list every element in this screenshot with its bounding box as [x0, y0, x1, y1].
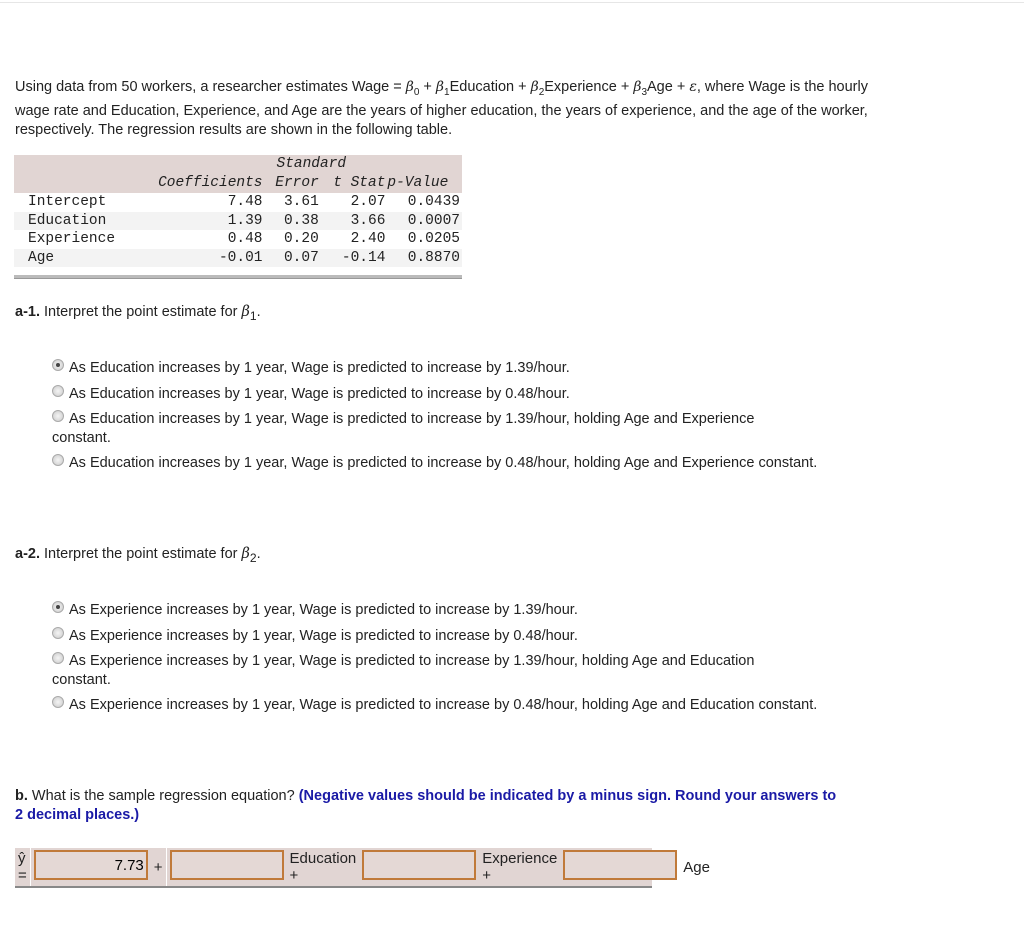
sub1: 1 — [444, 86, 450, 98]
sub: 2 — [249, 550, 257, 565]
cell: 0.07 — [265, 249, 321, 268]
option-text: As Experience increases by 1 year, Wage is predicted to increase by 1.39/hour. — [69, 602, 578, 618]
q-end: . — [256, 304, 261, 320]
option-a1-3[interactable] — [15, 410, 812, 447]
cell: -0.01 — [136, 249, 264, 268]
table-row — [14, 230, 462, 249]
plus-sign: + — [482, 867, 492, 884]
row-label: Intercept — [28, 194, 107, 210]
radio-icon[interactable] — [52, 385, 64, 397]
intro-text: Using data from 50 workers, a researcher estimates Wage = — [15, 79, 406, 95]
cell: 0.0007 — [387, 212, 462, 231]
cell: 1.39 — [136, 212, 264, 231]
term4: , where — [696, 79, 745, 95]
age-coef-input[interactable] — [563, 850, 677, 880]
radio-icon[interactable] — [52, 652, 64, 664]
age-label: Age — [680, 848, 714, 886]
cell: 0.20 — [283, 231, 319, 247]
option-a2-1[interactable] — [52, 601, 852, 620]
option-text: As Experience increases by 1 year, Wage is predicted to increase by 1.39/hour, holding Age and Education constant. — [52, 653, 755, 688]
cell: 0.0439 — [407, 194, 460, 210]
option-text: As Experience increases by 1 year, Wage is predicted to increase by 0.48/hour. — [69, 627, 578, 644]
cell: 0.48 — [227, 231, 263, 247]
option-text: As Education increases by 1 year, Wage is predicted to increase by 1.39/hour, holding Age and Experience constant. — [52, 411, 755, 446]
header-error: Error — [265, 174, 321, 193]
radio-icon[interactable] — [52, 454, 64, 466]
rounding-note: (Negative values should be indicated by a minus sign. Round your answers to 2 decimal places.) — [15, 788, 837, 823]
cell: 2.40 — [350, 231, 386, 247]
radio-icon[interactable] — [52, 696, 64, 708]
q-label: a-2. — [15, 546, 40, 562]
header-pvalue: p-Value — [387, 174, 462, 193]
term2: Experience + — [544, 79, 634, 95]
intercept-input[interactable] — [34, 850, 148, 880]
education-text: Education — [289, 850, 357, 867]
table-row — [14, 249, 462, 268]
header-blank — [136, 155, 264, 174]
beta2: β — [530, 79, 539, 95]
cell: 2.07 — [350, 194, 386, 210]
cell: 0.38 — [265, 212, 321, 231]
yhat-label: ŷ = — [15, 848, 31, 886]
option-text: As Education increases by 1 year, Wage is predicted to increase by 0.48/hour. — [69, 385, 570, 402]
row-label: Education — [14, 212, 136, 231]
radio-selected-icon[interactable] — [52, 601, 64, 613]
header-standard: Standard — [265, 155, 388, 174]
q-label: b. — [15, 788, 28, 804]
option-a1-1[interactable] — [52, 359, 852, 378]
experience-coef-input[interactable] — [362, 850, 476, 880]
options-a1 — [52, 359, 852, 480]
question-a1 — [15, 304, 261, 323]
question-a2 — [15, 546, 261, 565]
beta3: β — [633, 79, 642, 95]
option-a2-3[interactable] — [15, 652, 812, 689]
cell: 0.0205 — [407, 231, 460, 247]
sub2: 2 — [538, 86, 545, 98]
beta0: β — [405, 79, 414, 95]
question-b — [15, 787, 845, 824]
beta1: β — [435, 79, 445, 95]
table-footer-rule — [14, 275, 462, 279]
experience-text: Experience — [482, 850, 558, 867]
header-blank — [387, 155, 462, 174]
q-label: a-1. — [15, 304, 40, 320]
q-text: What is the sample regression equation? — [27, 788, 299, 804]
plus: + — [419, 79, 436, 95]
education-coef-input[interactable] — [170, 850, 284, 880]
radio-icon[interactable] — [52, 627, 64, 639]
regression-table — [14, 155, 462, 267]
cell: -0.14 — [321, 249, 388, 268]
experience-label — [479, 848, 560, 886]
q-text: Interpret the point estimate for — [44, 546, 242, 562]
row-label: Experience — [28, 231, 116, 247]
sub: 1 — [249, 308, 257, 323]
term3: Age + — [647, 79, 690, 95]
option-a1-2[interactable] — [52, 385, 852, 404]
epsilon: ε — [689, 79, 697, 95]
sub0: 0 — [413, 86, 420, 98]
table-row — [14, 193, 462, 212]
radio-icon[interactable] — [52, 410, 64, 422]
q-text: Interpret the point estimate for — [44, 304, 242, 320]
plus-sign: + — [289, 867, 299, 884]
cell: 3.66 — [321, 212, 388, 231]
q-end: . — [256, 546, 261, 562]
top-divider — [0, 2, 1024, 3]
option-a2-2[interactable] — [52, 627, 852, 646]
option-text: As Education increases by 1 year, Wage is predicted to increase by 1.39/hour. — [69, 360, 570, 376]
cell: 7.48 — [227, 194, 263, 210]
option-a1-4[interactable] — [15, 454, 832, 473]
cell: 3.61 — [283, 194, 319, 210]
header-coefficients: Coefficients — [136, 174, 264, 193]
options-a2 — [52, 601, 852, 722]
header-tstat: t Stat — [321, 174, 388, 193]
header-blank — [14, 155, 136, 174]
beta: β — [241, 304, 250, 320]
table-row — [14, 212, 462, 231]
option-a2-4[interactable] — [15, 696, 832, 715]
plus-sign: + — [151, 848, 167, 886]
education-label — [287, 848, 360, 886]
option-text: As Experience increases by 1 year, Wage is predicted to increase by 0.48/hour, holding Age and Education constant. — [69, 697, 818, 713]
term1: Education + — [449, 79, 531, 95]
option-text: As Education increases by 1 year, Wage is predicted to increase by 0.48/hour, holding Age and Experience constant. — [69, 455, 818, 471]
row-label: Age — [14, 249, 136, 268]
regression-equation — [15, 848, 710, 888]
sub3: 3 — [641, 86, 647, 98]
radio-selected-icon[interactable] — [52, 359, 64, 371]
problem-intro — [15, 78, 875, 140]
beta: β — [241, 546, 250, 562]
header-blank — [14, 174, 136, 193]
cell: 0.8870 — [387, 249, 462, 268]
intro-rest: Wage is the hourly wage rate and Education, Experience, and Age are the years of higher education, the years of experience, and the age of the worker, respectively. The regression results are shown in the following table. — [15, 79, 868, 138]
